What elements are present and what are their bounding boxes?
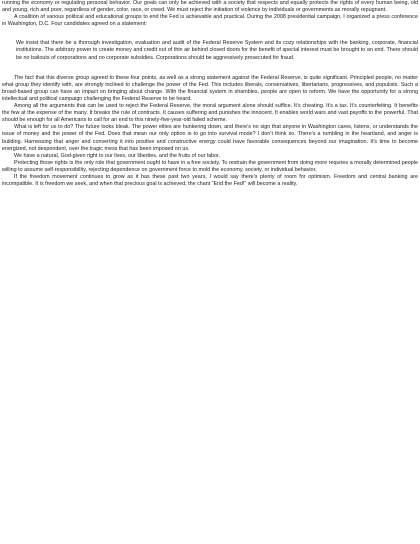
paragraph-8: If the freedom movement continues to grow as it has these past two years, I would say there’s plenty of room for optimism. Freedom and central banking are incompatible. It is freedom we seek, and when that precious goal is achieved, the chant “End the Fed!” will become a reality. [2, 173, 418, 188]
document-page [2, 0, 418, 188]
paragraph-5: What is left for us to do? The future looks bleak. The power elites are hunkering down, and there’s no sign that anyone in Washington cares, listens, or understands the issue of money and the power of the Fed. Does that mean our only option is to go into survival mode? I don’t think so. There’s a rumbling in the heartland, and anger is building. Harnessing that anger and converting it into positive and constructive energy could have favorable consequences beyond our imagination. It’s time to become energized, not despondent, over the tragic mess that has been imposed on us. [2, 124, 418, 152]
paragraph-4: Among all the arguments that can be used to reject the Federal Reserve, the moral argument alone should suffice. It’s cheating. It’s a tax. It’s counterfeiting. It benefits the few at the expense of the many. It breaks the rule of contracts. It causes suffering and punishes the innocent. It enables world wars and vast payoffs to the powerful. That should be enough for all Americans to call for an end to this ninety-five-year-old failed scheme. [2, 103, 418, 124]
paragraph-6: We have a natural, God-given right to our lives, our liberties, and the fruits of our labor. [14, 152, 221, 159]
paragraph-3: The fact that this diverse group agreed to these four points, as well as a strong statement against the Federal Reserve, is quite significant. Principled people, no matter what group they identify with, are strongly inclined to challenge the power of the Fed. This includes liberals, conservatives, libertarians, progressives, and populists. Such a broad-based group can have an impact on bringing about change. With the financial system in shambles, people are open to reform. We have the opportunity for a strong intellectual and political campaign challenging the Federal Reserve to be heard. [2, 74, 418, 102]
paragraph-7: Protecting those rights is the only role that government ought to have in a free society. To restrain the government from doing more requires a morally determined people willing to assume self-responsibility, rejecting dependence on government force to mold the economy, society, or individual behavior. [2, 159, 418, 173]
block-quote: We insist that there be a thorough investigation, evaluation and audit of the Federal Reserve System and its cozy relationships with the banking, corporate, financial institutions. The arbitrary power to create money and credit out of thin air behind closed doors for the benefit of special interest must be brought to an end. There should be no bailouts of corporations and no corporate subsidies. Corporations should be aggressively prosecuted for fraud. [16, 40, 418, 61]
paragraph-2: A coalition of various political and educational groups to end the Fed is achievable and practical. During the 2008 presidential campaign, I organized a press conference in Washington, D.C. Four candidates agreed on a statement: [2, 14, 418, 28]
paragraph-1: running the economy or regulating personal behavior. Our goals can only be achieved with a society that respects and equally protects the rights of every human being, old and young, rich and poor, regardless of gender, color, race, or creed. We must reject the initiation of violence by individuals or governments as morally repugnant. [2, 0, 418, 14]
